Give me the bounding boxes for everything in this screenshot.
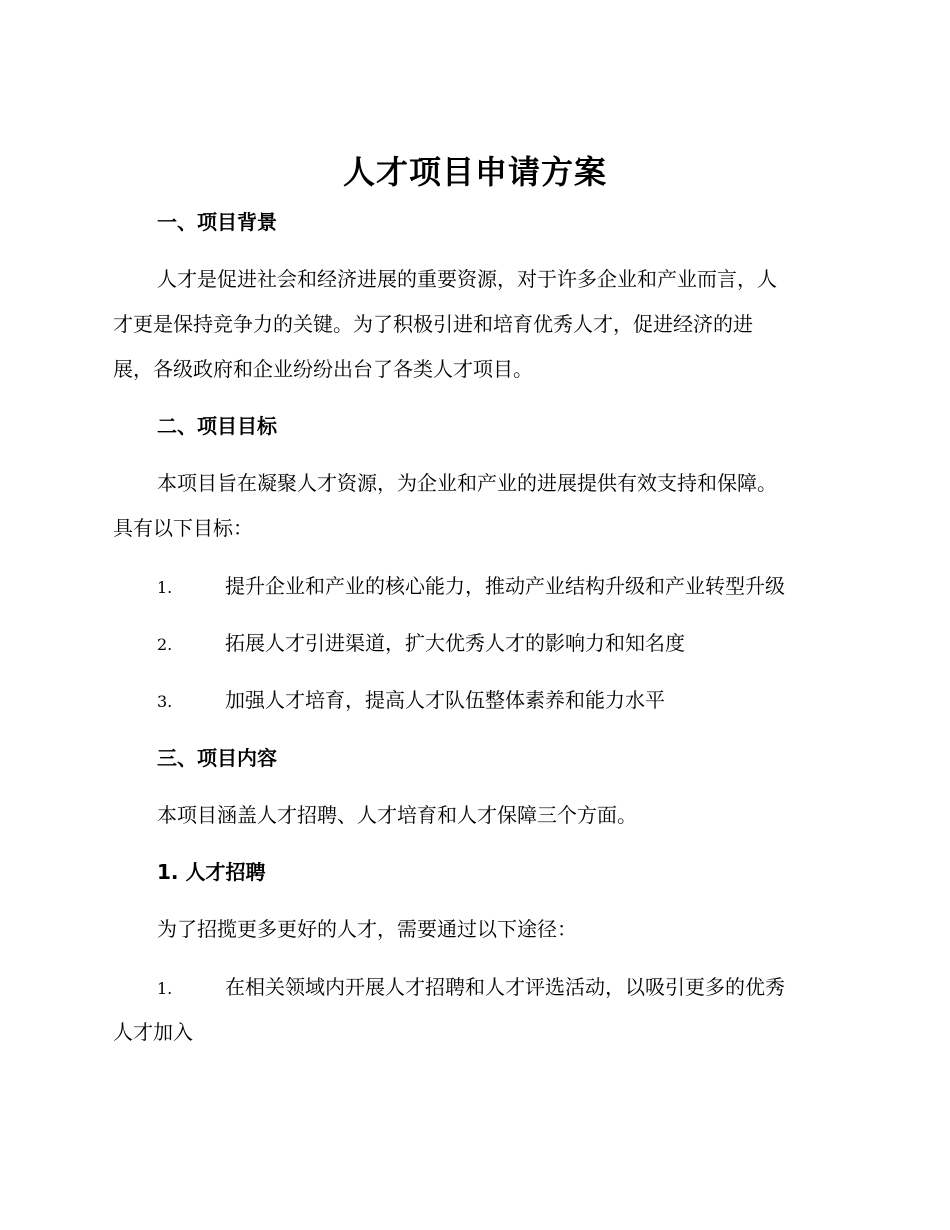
list-item [113,678,833,724]
document-title: 人才项目申请方案 [342,153,607,191]
list-item [113,965,833,1011]
paragraph-line: 为了招揽更多更好的人才，需要通过以下途径： [157,917,577,941]
list-item [113,621,833,667]
list-number: 2. [157,635,173,654]
section-heading-background: 一、项目背景 [157,210,277,234]
section-heading-goals: 二、项目目标 [157,414,277,438]
paragraph-line: 人才是促进社会和经济进展的重要资源，对于许多企业和产业而言，人 [157,267,777,291]
list-text: 在相关领域内开展人才招聘和人才评选活动，以吸引更多的优秀 [225,975,785,999]
paragraph-line: 展，各级政府和企业纷纷出台了各类人才项目。 [113,357,533,381]
section-heading-content: 三、项目内容 [157,746,277,770]
paragraph-line: 本项目旨在凝聚人才资源，为企业和产业的进展提供有效支持和保障。 [157,471,777,495]
subsection-heading-recruitment: 1. 人才招聘 [157,860,266,884]
list-number: 3. [157,692,173,711]
list-text: 加强人才培育，提高人才队伍整体素养和能力水平 [225,688,665,712]
list-number: 1. [157,979,173,998]
list-item [113,564,833,610]
paragraph-line: 具有以下目标： [113,516,253,540]
list-number: 1. [157,578,173,597]
list-text: 提升企业和产业的核心能力，推动产业结构升级和产业转型升级 [225,574,785,598]
paragraph-line: 本项目涵盖人才招聘、人才培育和人才保障三个方面。 [157,803,637,827]
list-text-continuation: 人才加入 [113,1020,193,1044]
list-text: 拓展人才引进渠道，扩大优秀人才的影响力和知名度 [225,631,685,655]
paragraph-line: 才更是保持竞争力的关键。为了积极引进和培育优秀人才，促进经济的进 [113,312,753,336]
